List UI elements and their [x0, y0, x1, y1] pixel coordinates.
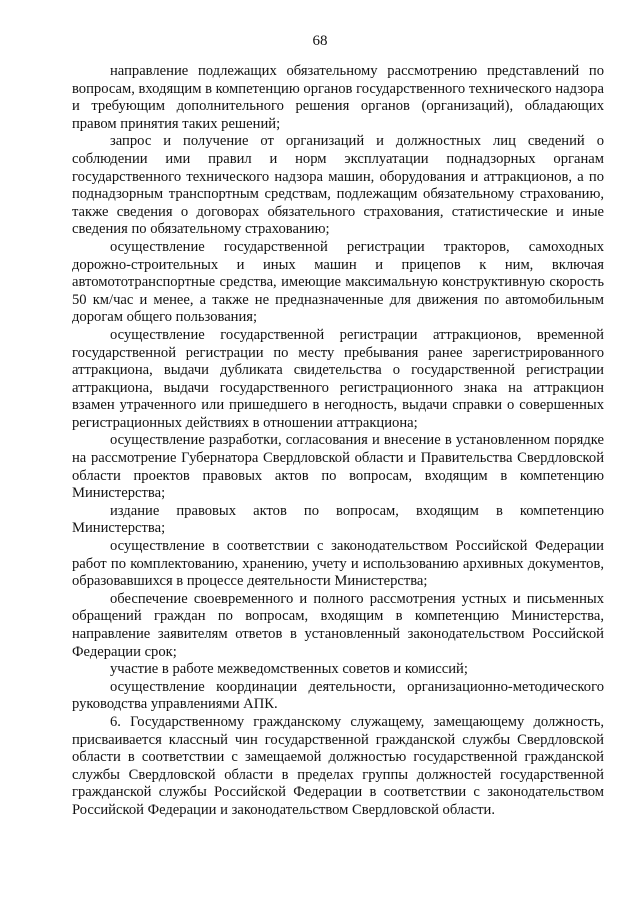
paragraph-archives: осуществление в соответствии с законодательством Российской Федерации работ по комплектованию, хранению, учету и использованию архивных документов, образовавшихся в процессе деятельности Министерства; [72, 538, 604, 590]
paragraph-attraction-registration: осуществление государственной регистрации аттракционов, временной государственной регистрации по месту пребывания ранее зарегистрированного аттракциона, выдачи дубликата свидетельства о государственной регистрации аттракциона, выдачи государственного регистрационного знака на аттракцион взамен утраченного или пришедшего в негодность, выдачи справки о совершенных регистрационных действиях в отношении аттракциона; [72, 326, 604, 431]
paragraph-information-request: запрос и получение от организаций и должностных лиц сведений о соблюдении ими правил и норм эксплуатации поднадзорных органам государственного технического надзора машин, оборудования и аттракционов, а по поднадзорным транспортным средствам, подлежащим обязательному страхованию, также сведения о договорах обязательного страхования, статистические и иные сведения по обязательному страхованию; [72, 133, 604, 238]
paragraph-legal-acts: издание правовых актов по вопросам, входящим в компетенцию Министерства; [72, 502, 604, 537]
paragraph-legal-drafts: осуществление разработки, согласования и внесение в установленном порядке на рассмотрение Губернатора Свердловской области и Правительства Свердловской области проектов правовых актов по вопросам, входящим в компетенцию Министерства; [72, 432, 604, 502]
paragraph-citizen-appeals: обеспечение своевременного и полного рассмотрения устных и письменных обращений граждан по вопросам, входящим в компетенцию Министерства, направление заявителям ответов в установленный законодательством Российской Федерации срок; [72, 590, 604, 660]
paragraph-tractor-registration: осуществление государственной регистрации тракторов, самоходных дорожно-строительных и иных машин и прицепов к ним, включая автомототранспортные средства, имеющие максимальную конструктивную скорость 50 км/час и менее, а также не предназначенные для движения по автомобильным дорогам общего пользования; [72, 238, 604, 326]
document-body [72, 63, 604, 820]
page-number: 68 [312, 33, 328, 49]
paragraph-coordination: осуществление координации деятельности, организационно-методического руководства управлениями АПК. [72, 678, 604, 713]
paragraph-councils: участие в работе межведомственных советов и комиссий; [110, 661, 468, 678]
paragraph-representations: направление подлежащих обязательному рассмотрению представлений по вопросам, входящим в компетенцию органов государственного технического надзора и требующим дополнительного решения органов (организаций), обладающих правом принятия таких решений; [72, 63, 604, 132]
paragraph-class-rank: 6. Государственному гражданскому служащему, замещающему должность, присваивается классный чин государственной гражданской службы Свердловской области в соответствии с замещаемой должностью государственной гражданской службы Свердловской области в пределах группы должностей государственной гражданской службы Российской Федерации в соответствии с законодательством Российской Федерации и законодательством Свердловской области. [72, 713, 604, 818]
